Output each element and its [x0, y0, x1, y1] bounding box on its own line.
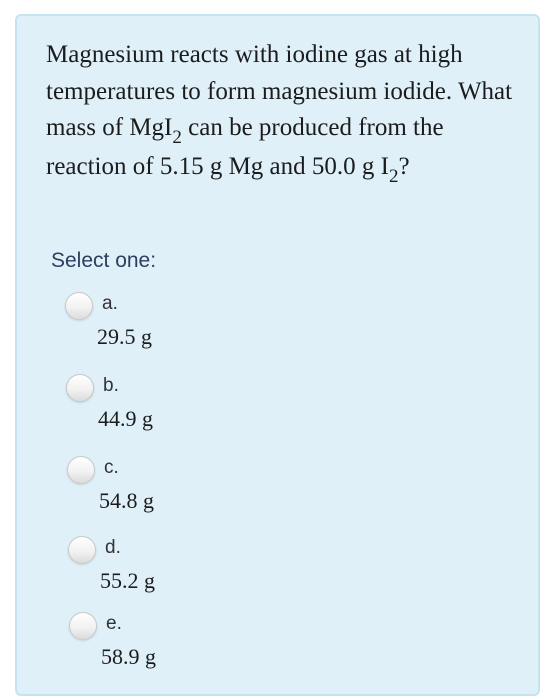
question-text-part-2: can be produced from the reaction of 5.15 g Mg and 50.0 g I — [46, 114, 444, 180]
question-card — [15, 14, 540, 696]
option-letter: c. — [104, 457, 119, 478]
radio-icon[interactable] — [65, 292, 93, 320]
radio-icon[interactable] — [66, 374, 94, 402]
option-letter: a. — [102, 293, 118, 314]
option-value: 58.9 g — [101, 644, 156, 669]
option-value: 55.2 g — [100, 568, 155, 593]
option-b[interactable] — [66, 374, 366, 434]
radio-icon[interactable] — [68, 536, 96, 564]
select-one-label: Select one: — [51, 249, 157, 272]
option-letter: b. — [103, 375, 119, 396]
question-text-part-3: ? — [398, 152, 410, 180]
option-d[interactable] — [68, 536, 368, 596]
radio-icon[interactable] — [67, 456, 95, 484]
option-value: 54.8 g — [99, 488, 154, 513]
radio-icon[interactable] — [69, 612, 97, 640]
question-text — [46, 37, 516, 187]
question-text-part-1: Magnesium reacts with iodine gas at high temperatures to form magnesium iodide. What mass of MgI — [46, 41, 513, 141]
option-c[interactable] — [67, 456, 367, 516]
question-subscript-2: 2 — [388, 165, 399, 187]
option-value: 44.9 g — [98, 406, 153, 431]
option-e[interactable] — [69, 612, 369, 672]
question-subscript-1: 2 — [172, 127, 182, 148]
option-letter: e. — [106, 613, 122, 634]
option-a[interactable] — [65, 292, 365, 352]
option-value: 29.5 g — [97, 324, 152, 349]
option-letter: d. — [105, 537, 121, 558]
